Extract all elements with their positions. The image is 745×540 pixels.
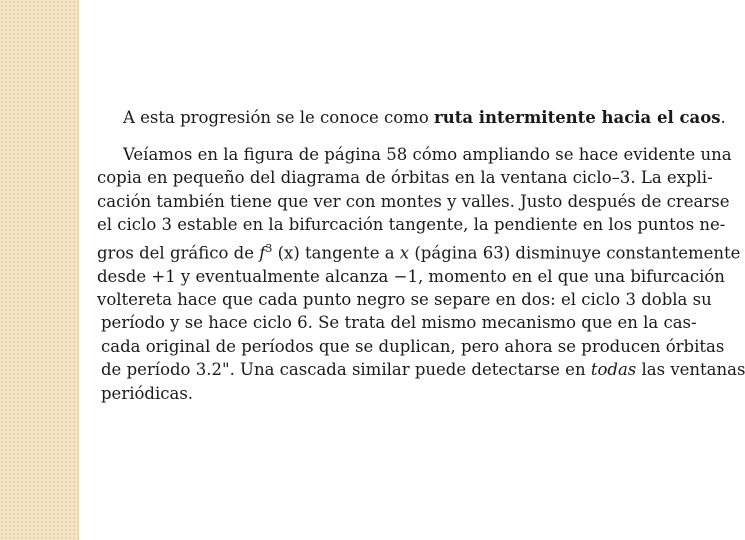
intro-period: . [720,108,726,127]
math-f: f [259,243,266,263]
paragraph-line-5 [97,237,741,265]
line10-text-before: de período 3.2". Una cascada similar puede detectarse en [101,360,591,380]
line5-math-arg: (x) tangente a [272,243,400,263]
paragraph-line-2: copia en pequeño del diagrama de órbitas en la ventana ciclo–3. La expli- [97,168,713,188]
paragraph-line-4: el ciclo 3 estable en la bifurcación tangente, la pendiente en los puntos ne- [97,215,726,235]
intro-bold-term: ruta intermitente hacia el caos [434,108,721,127]
line10-italic-word: todas [590,360,637,380]
paragraph-line-1: Veíamos en la figura de página 58 cómo ampliando se hace evidente una [123,145,732,164]
math-x: x [399,243,410,263]
paragraph-line-3: cación también tiene que ver con montes y valles. Justo después de crearse [97,191,730,211]
paragraph-line-11: periódicas. [101,383,194,403]
line5-text-after: (página 63) disminuye constantemente [409,243,741,263]
body-paragraph [97,143,745,405]
paragraph-line-8: período y se hace ciclo 6. Se trata del mismo mecanismo que en la cas- [101,313,697,333]
slide-content [97,107,745,405]
intro-text: A esta progresión se le conoce como [123,108,435,127]
line10-text-after: las ventanas [636,360,745,380]
line5-text-before: gros del gráfico de [97,243,260,263]
math-exponent: 3 [265,241,273,255]
paragraph-line-9: cada original de períodos que se duplican, pero ahora se producen órbitas [101,336,725,356]
paragraph-line-7: voltereta hace que cada punto negro se separe en dos: el ciclo 3 dobla su [97,289,712,309]
intro-sentence [123,107,726,129]
paragraph-line-10 [97,358,745,381]
decorative-side-band [0,0,79,540]
paragraph-line-6: desde +1 y eventualmente alcanza −1, momento en el que una bifurcación [97,266,725,286]
